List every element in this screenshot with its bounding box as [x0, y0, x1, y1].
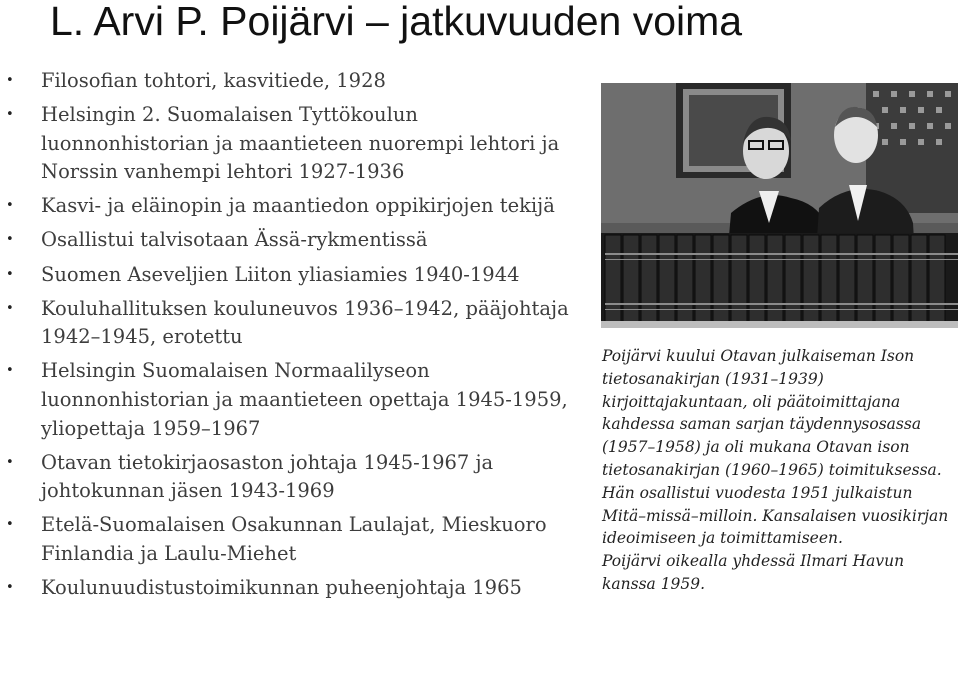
bullet-icon: •	[6, 454, 14, 470]
list-item-text: Helsingin 2. Suomalaisen Tyttökoulun luonnonhistorian ja maantieteen nuorempi lehtori ja Norssin vanhempi lehtori 1927-1936	[41, 103, 560, 184]
list-item-text: Filosofian tohtori, kasvitiede, 1928	[41, 69, 386, 92]
list-item	[0, 226, 580, 255]
bullet-icon: •	[6, 363, 14, 379]
photo-caption	[602, 345, 959, 596]
caption-paragraph: Poijärvi kuului Otavan julkaiseman Ison tietosanakirjan (1931–1939) kirjoittajakuntaan, oli päätoimittajana kahdessa saman sarjan täydennysosassa (1957–1958) ja oli mukana Otavan ison tietosanakirjan (1960–1965) toimituksessa. Hän osallistui vuodesta 1951 julkaistun Mitä–missä–milloin. Kansalaisen vuosikirjan ideoimiseen ja toimittamiseen.	[602, 347, 949, 548]
bullet-icon: •	[6, 266, 14, 282]
bullet-icon: •	[6, 517, 14, 533]
bullet-list	[0, 67, 580, 608]
caption-paragraph: Poijärvi oikealla yhdessä Ilmari Havun kanssa 1959.	[602, 552, 905, 593]
list-item-text: Otavan tietokirjaosaston johtaja 1945-1967 ja johtokunnan jäsen 1943-1969	[41, 450, 494, 503]
list-item	[0, 101, 580, 187]
list-item	[0, 449, 580, 506]
list-item-text: Koulunuudistustoimikunnan puheenjohtaja 1965	[41, 576, 522, 599]
list-item	[0, 511, 580, 568]
list-item-text: Osallistui talvisotaan Ässä-rykmentissä	[41, 228, 428, 252]
list-item	[0, 357, 580, 443]
list-item	[0, 295, 580, 352]
list-item-text: Suomen Aseveljien Liiton yliasiamies 1940-1944	[41, 262, 520, 286]
list-item-text: Etelä-Suomalaisen Osakunnan Laulajat, Mieskuoro Finlandia ja Laulu-Miehet	[41, 513, 547, 565]
list-item	[0, 67, 580, 96]
bullet-icon: •	[6, 198, 14, 214]
list-item-text: Kouluhallituksen kouluneuvos 1936–1942, pääjohtaja 1942–1945, erotettu	[41, 296, 569, 349]
photo	[601, 83, 958, 328]
bullet-icon: •	[6, 300, 14, 316]
page-title: L. Arvi P. Poijärvi – jatkuvuuden voima	[50, 0, 743, 44]
list-item	[0, 192, 580, 221]
list-item	[0, 574, 580, 603]
list-item-text: Helsingin Suomalaisen Normaalilyseon luonnonhistorian ja maantieteen opettaja 1945-1959, yliopettaja 1959–1967	[41, 359, 568, 440]
list-item-text: Kasvi- ja eläinopin ja maantiedon oppikirjojen tekijä	[41, 194, 555, 218]
list-item	[0, 261, 580, 290]
bullet-icon: •	[6, 580, 14, 595]
bullet-icon: •	[6, 73, 14, 88]
bullet-icon: •	[6, 232, 14, 248]
bullet-icon: •	[6, 107, 14, 123]
